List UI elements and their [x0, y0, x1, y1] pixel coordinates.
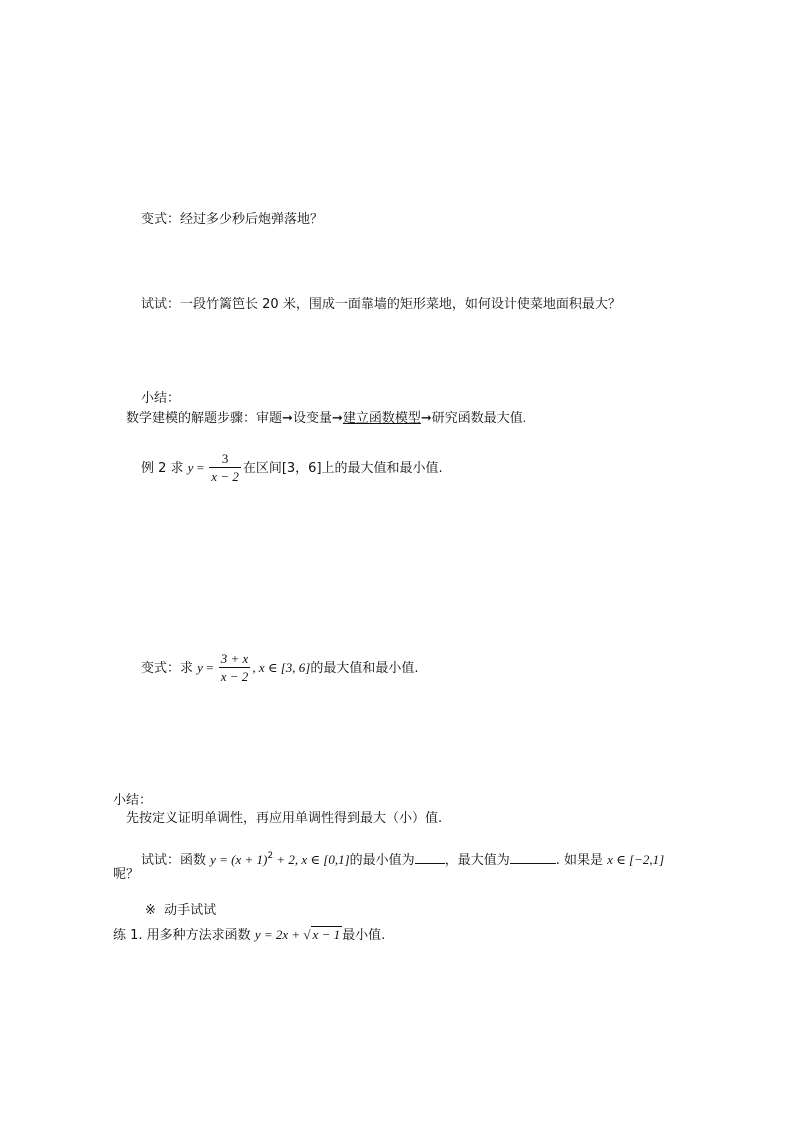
variant-2-text: 的最大值和最小值. [310, 661, 419, 676]
example-2 [141, 451, 443, 486]
variant-2-denominator: x − 2 [220, 669, 249, 684]
step-variable: 设变量 [292, 411, 332, 426]
try-1-text: 一段竹篱笆长 20 米，围成一面靠墙的矩形菜地，如何设计使菜地面积最大？ [180, 297, 621, 312]
example-2-text: 在区间[3，6]上的最大值和最小值. [242, 461, 443, 476]
example-2-label: 例 2 求 [141, 461, 188, 476]
handson-heading [145, 902, 216, 920]
arrow-icon: ➞ [282, 411, 293, 426]
try-2-exponent: 2 [267, 851, 274, 861]
try-2-formula-a: y = (x + 1) [210, 852, 268, 867]
step-review: 审题 [256, 411, 283, 426]
arrow-icon: ➞ [420, 411, 432, 426]
exercise-1-text: 最小值. [342, 928, 386, 943]
summary-2-text: 先按定义证明单调性，再应用单调性得到最大（小）值. [126, 811, 443, 826]
summary-1-prefix: 数学建模的解题步骤： [126, 411, 257, 426]
max-value-blank[interactable] [510, 851, 556, 864]
arrow-icon: ➞ [331, 411, 343, 426]
min-value-blank[interactable] [415, 851, 445, 864]
variant-1-text: 经过多少秒后炮弹落地？ [180, 212, 324, 227]
try-2 [141, 847, 664, 870]
summary-1-end: . [522, 410, 527, 425]
try-1 [141, 296, 621, 314]
example-2-fraction [209, 450, 241, 485]
variant-1 [141, 211, 323, 229]
variant-1-label: 变式： [141, 212, 181, 227]
variant-2-fraction [219, 650, 251, 685]
variant-2-numerator: 3 + x [220, 651, 249, 666]
example-2-y: y [187, 460, 194, 475]
example-2-denominator: x − 2 [211, 469, 239, 484]
example-2-numerator: 3 [209, 450, 241, 468]
exercise-1-radicand: x − 1 [312, 927, 341, 942]
step-max: 研究函数最大值 [431, 411, 523, 426]
exercise-1-label: 练 1. 用多种方法求函数 [113, 928, 255, 943]
try-2-formula-b: + 2, x ∈ [0,1] [273, 852, 350, 867]
try-2-label: 试试：函数 [141, 853, 211, 868]
reference-mark-icon: ※ [145, 903, 156, 918]
variant-2-y: y [197, 660, 203, 675]
try-2-text-a: 的最小值为 [349, 853, 415, 868]
summary-1-steps [126, 409, 526, 428]
try-2-condition: x ∈ [−2,1] [607, 852, 665, 867]
summary-2-title: 小结： [113, 793, 153, 808]
exercise-1 [113, 926, 385, 945]
summary-1-title: 小结： [141, 391, 181, 406]
handson-title: 动手试试 [164, 903, 217, 918]
try-1-label: 试试： [141, 297, 181, 312]
sqrt-icon: √ x − 1 [303, 927, 341, 942]
exercise-1-formula: y = 2x + [254, 927, 304, 942]
example-2-eq: = [193, 460, 208, 475]
try-2-text-c: . 如果是 [555, 853, 608, 868]
try-2-text-b: ，最大值为 [444, 853, 510, 868]
variant-2-domain: , x ∈ [3, 6] [252, 660, 311, 675]
variant-2 [141, 651, 418, 686]
variant-2-eq: = [202, 660, 217, 675]
variant-2-label: 变式：求 [141, 661, 198, 676]
try-2-wrap: 呢？ [113, 867, 140, 882]
step-model: 建立函数模型 [342, 411, 421, 426]
